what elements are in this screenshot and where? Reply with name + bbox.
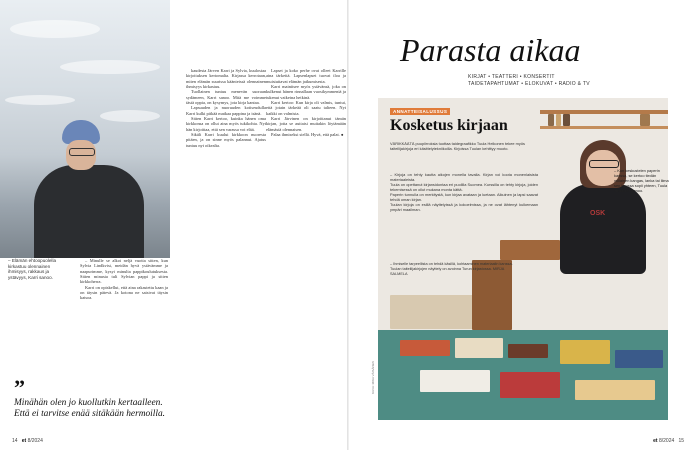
- pull-quote-text: Minähän olen jo kuollutkin kertaalleen. Että ei tarvitse enää sitäkään hermoilla.: [14, 398, 166, 419]
- issue-number: 8/2024: [658, 438, 675, 444]
- section-title: Parasta aikaa: [400, 32, 581, 68]
- paragraph: – Kirjoja on tehty kautta aikojen monella tavalla. Kirjan voi koota monenlaisista materiaaleista.: [390, 172, 538, 182]
- paragraph: Tuulan kirjoja on esillä näyttelyissä ja kokoelmissa, ja ne ovat lähtenyt kulkemaan ympäri maailman.: [390, 202, 538, 212]
- article-lead: VÄRIKKÄÄTÄ puupiirroksia tuottaa taidegraafikko Tuula Heikonen tekee myös taiteilijakirjoja eri käsittelytekniikoilla. Kirjoissa Tuulan kehittyy muoto.: [390, 141, 525, 151]
- folio-right: [653, 438, 684, 444]
- article-column-b: [186, 68, 266, 148]
- paragraph: Karri Järvinen on kirjoittanut tämän kirjan, jotta se auttaisi muitakin löytämään elämästä olennaisen.: [266, 116, 346, 132]
- magazine-logo: et: [653, 438, 658, 444]
- quote-mark-icon: ”: [14, 375, 25, 400]
- paragraph: Sikäli Karri kuului kirkkoon nuoresta pitäen, ja on sinne myös palannut. Ajatus tuntuu nyt oikealta.: [186, 132, 266, 148]
- paragraph: Tuula on opettanut kirjansidontaa eri puolilla Suomea. Kurssilla on tehty kirjoja, joiden tekemisessä on ollut mukana monta kättä.: [390, 182, 538, 192]
- paragraph: Karri mainitsee myös ystävänsä, joka on kulkenut hänen rinnallaan vuosikymmeniä ja tukenut vaikeina hetkinä.: [266, 84, 346, 100]
- paragraph: Lapset ja koko perhe ovat olleet Karrille aina tärkeitä. Lapsenlapset tuovat iloa ja muistuttavat elämän jatkumisesta.: [266, 68, 346, 84]
- folio-left: [12, 438, 43, 444]
- paragraph: Karri kertoo: Kun kirja oli valmis, tuntui, että jotain tärkeää oli saatu talteen. Nyt kaikki on valmista.: [266, 100, 346, 116]
- paragraph: – Minulle se alkoi neljä vuotta sitten, kun Sylvia Lindkvist, meidän hyvä ystävämme ja naapurimme, kysyi minulta pappikoulutuksesta. Sitten minusta tuli Sylvian pappi ja sitten kirkkoherra.: [80, 258, 168, 285]
- paragraph: Tuollainen tuntuu menevän suoraan sydämeen, Karri sanoo. Mitä me voimme tästä oppia, on kysymys, jota kirja kantaa.: [186, 89, 266, 106]
- shirt-print: OSK: [590, 210, 606, 217]
- article-body-right: [390, 172, 538, 212]
- article-column-c: [266, 68, 346, 137]
- photo-caption-right: – Kun keskustelen paperin kanssa, se kertoo tiedän millainen kangas, lanka tai liima sen kanssa sopii yhteen, Tuula Heikonen sanoo.: [614, 168, 669, 193]
- article-note: – Ihmiselle tarpeellista on tehdä käsillä, kohtaaminen materiaalin kanssa. Tuulan taiteilijakirjojen näyttely on avoinna Turun kirjastossa. MIRJA SALMELA: [390, 262, 513, 276]
- pull-quote: [14, 375, 174, 420]
- paragraph: Sitten Karri kertoo, kuinka hänen oma kirkkonsa on ollut aina myös tukikohta. Nyt hän kirjoittaa, että sen varassa voi elää.: [186, 116, 266, 132]
- photo-caption-left: – Elämän ehtoopuolella kirkastuu olennainen ihmisyys, rakkaus ja ystävyys, Karri sanoo.: [8, 258, 57, 280]
- article-column-a: [80, 258, 168, 301]
- issue-number: 8/2024: [27, 438, 43, 444]
- paragraph: Karri on opiskellut, että aina rakastettu kaan ja on täysin pätevä. Ja kotona ne saisivat täysin katsoa.: [80, 284, 168, 301]
- page-number: 14: [12, 438, 18, 444]
- portrait-photo-left: [0, 0, 170, 258]
- magazine-logo: et: [21, 438, 27, 444]
- article-headline: Kosketus kirjaan: [390, 117, 508, 134]
- section-categories: KIRJAT • TEATTERI • KONSERTIT TAIDETAPAHTUMAT • ELOKUVAT • RADIO & TV: [468, 74, 590, 87]
- page-number: 15: [678, 438, 684, 444]
- page-gutter: [347, 0, 349, 450]
- paragraph: Lapsuuden ja nuoruuden kotiseudulla Karri kulki pitkää matkaa pappina ja isänä.: [186, 105, 266, 116]
- category-tag: ANNATTEISALUSSUS: [390, 108, 450, 115]
- paragraph: Paperin tunnulla on merkitystä, kun kirjaa avataan ja luetaan. Aikuinen ja lapsi saavat tehdä oman kirjan.: [390, 192, 538, 202]
- photo-credit: KUVA: MIKA VÄISÄNEN: [371, 361, 375, 394]
- paragraph: Palaa ihmiseksi siellä. Hyvä, että palat. ●: [271, 132, 344, 138]
- paragraph: kaudesta Järven Karri ja Sylvia, kuulostaa kirjoituksen kertomalta. Kirjassa kerrotaan, miten elämän suurissa käänteissä olennainen ihmisyys kirkastuu.: [186, 68, 266, 90]
